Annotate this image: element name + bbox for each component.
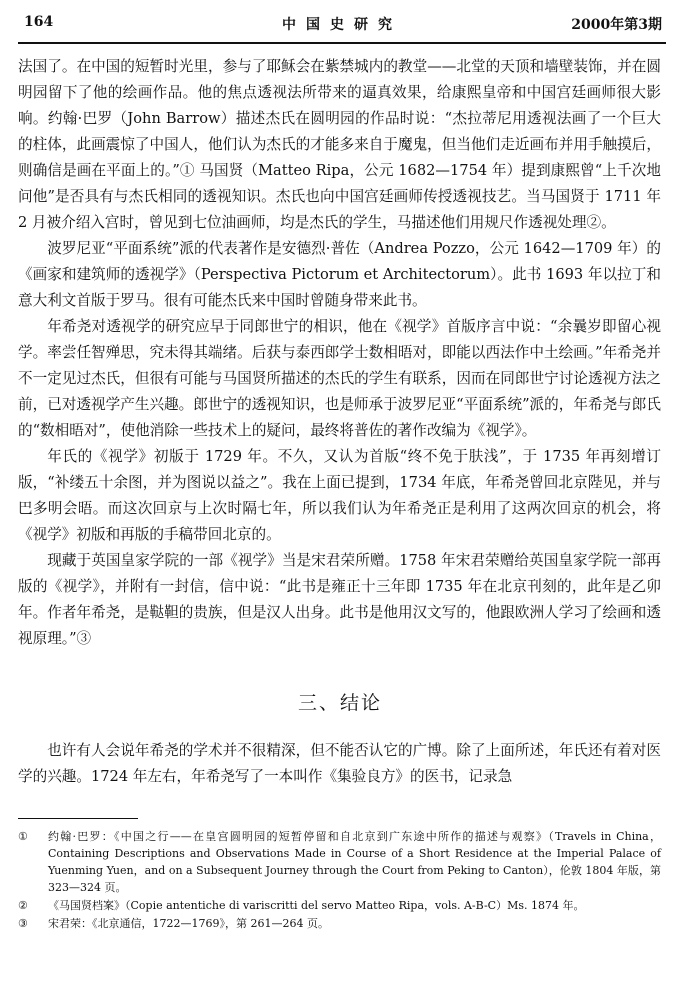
footnotes: [18, 828, 661, 933]
footnote-text: 《马国贤档案》（Copie antentiche di variscritti del servo Matteo Ripa，vols. A-B-C）Ms. 1874 年。: [48, 899, 585, 912]
footnote: [18, 828, 661, 896]
footnote-marker: ②: [18, 899, 28, 912]
section-heading: 三、结论: [297, 692, 382, 714]
paragraph: 现藏于英国皇家学院的一部《视学》当是宋君荣所赠。1758 年宋君荣赠给英国皇家学院一部再版的《视学》，并附有一封信，信中说：“此书是雍正十三年即 1735 年在北京刊刻的，此年是乙卯年。作者年希尧，是鞑靼的贵族，但是汉人出身。此书是他用汉文写的，他跟欧洲人学习了绘画和透视原理。”③: [18, 552, 661, 647]
footnote-text: 宋君荣：《北京通信，1722—1769》，第 261—264 页。: [48, 917, 329, 930]
running-header: [18, 14, 666, 40]
page-number: 164: [24, 14, 54, 30]
footnote-text: 约翰·巴罗：《中国之行——在皇宫圆明园的短暂停留和自北京到广东途中所作的描述与观察》（Travels in China，Containing Descriptions and Observations Made in Course of a Short Residence at the Imperial Palace of Yuenming Yuen，and on a Subsequent Journey through the Court from Peking to Canton），伦敦 1804 年版，第 323—324 页。: [48, 830, 661, 894]
footnote: [18, 915, 661, 932]
header-rule: [18, 42, 666, 44]
paragraph: 年氏的《视学》初版于 1729 年。不久，又认为首版“终不免于肤浅”，于 1735 年再刻增订版，“补缕五十余图，并为图说以益之”。我在上面已提到，1734 年底，年希尧曾回北京陛见，并与巴多明会晤。而这次回京与上次时隔七年，所以我们认为年希尧正是利用了这两次回京的机会，将《视学》初版和再版的手稿带回北京的。: [18, 448, 661, 543]
conclusion-text: [18, 738, 661, 790]
paragraph: 法国了。在中国的短暂时光里，参与了耶稣会在紫禁城内的教堂——北堂的天顶和墙壁装饰，并在圆明园留下了他的绘画作品。他的焦点透视法所带来的逼真效果，给康熙皇帝和中国宫廷画师很大影响。约翰·巴罗（John Barrow）描述杰氏在圆明园的作品时说：“杰拉蒂尼用透视法画了一个巨大的柱体，此画震惊了中国人，他们认为杰氏的才能多来自于魔鬼，但当他们走近画布并用手触摸后，则确信是画在平面上的。”① 马国贤（Matteo Ripa，公元 1682—1754 年）提到康熙曾“上千次地问他”是否具有与杰氏相同的透视知识。杰氏也向中国宫廷画师传授透视技艺。当马国贤于 1711 年 2 月被介绍入宫时，曾见到七位油画师，均是杰氏的学生，马描述他们用规尺作透视处理②。: [18, 58, 661, 231]
paragraph: 年希尧对透视学的研究应早于同郎世宁的相识，他在《视学》首版序言中说：“余曩岁即留心视学。率尝任智殚思，究未得其端绪。后获与泰西郎学士数相晤对，即能以西法作中土绘画。”年希尧并不一定见过杰氏，但很有可能与马国贤所描述的杰氏的学生有联系，因而在同郎世宁讨论透视方法之前，已对透视学产生兴趣。郎世宁的透视知识，也是师承于波罗尼亚“平面系统”派的，年希尧与郎氏的“数相晤对”，使他消除一些技术上的疑问，最终将普佐的著作改编为《视学》。: [18, 318, 661, 439]
footnote-marker: ①: [18, 830, 28, 843]
issue-label: 2000年第3期: [571, 17, 662, 33]
footnote-marker: ③: [18, 917, 28, 930]
body-text: [18, 54, 661, 652]
journal-title: 中国史研究: [282, 17, 402, 33]
paragraph: 也许有人会说年希尧的学术并不很精深，但不能否认它的广博。除了上面所述，年氏还有着对医学的兴趣。1724 年左右，年希尧写了一本叫作《集验良方》的医书，记录急: [18, 742, 661, 785]
paragraph: 波罗尼亚“平面系统”派的代表著作是安德烈·普佐（Andrea Pozzo，公元 1642—1709 年）的《画家和建筑师的透视学》（Perspectiva Pictorum et Architectorum）。此书 1693 年以拉丁和意大利文首版于罗马。很有可能杰氏来中国时曾随身带来此书。: [18, 240, 661, 309]
footnote: [18, 897, 661, 914]
footnote-rule: [18, 818, 138, 819]
